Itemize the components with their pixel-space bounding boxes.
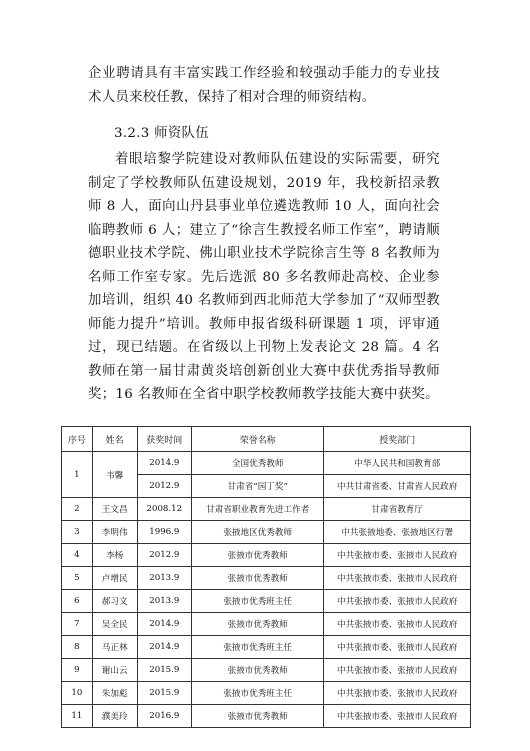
cell-honor: 甘肃省“园丁奖” [192, 475, 324, 498]
cell-no: 5 [62, 567, 93, 590]
cell-name: 郝习文 [92, 590, 137, 613]
cell-honor: 张掖市优秀班主任 [192, 682, 324, 705]
cell-name: 王文昌 [92, 498, 137, 521]
table-row [62, 636, 471, 659]
cell-time: 2012.9 [137, 544, 191, 567]
table-row [62, 705, 471, 728]
cell-name: 卢增民 [92, 567, 137, 590]
header-honor: 荣誉名称 [192, 427, 324, 452]
cell-name: 韦馨 [92, 452, 137, 498]
cell-no: 11 [62, 705, 93, 728]
header-no: 序号 [62, 427, 93, 452]
cell-name: 李明伟 [92, 521, 137, 544]
cell-no: 2 [62, 498, 93, 521]
cell-time: 2015.9 [137, 659, 191, 682]
table-row [62, 544, 471, 567]
cell-honor: 张掖市优秀教师 [192, 705, 324, 728]
table-row [62, 498, 471, 521]
table-row [62, 452, 471, 475]
cell-time: 2013.9 [137, 567, 191, 590]
cell-no: 4 [62, 544, 93, 567]
cell-dept: 中共甘肃省委、甘肃省人民政府 [324, 475, 471, 498]
cell-no: 3 [62, 521, 93, 544]
cell-time: 2014.9 [137, 613, 191, 636]
cell-honor: 甘肃省职业教育先进工作者 [192, 498, 324, 521]
cell-time: 2015.9 [137, 682, 191, 705]
cell-honor: 张掖市优秀教师 [192, 567, 324, 590]
cell-honor: 全国优秀教师 [192, 452, 324, 475]
body-text: 着眼培黎学院建设对教师队伍建设的实际需要，研究制定了学校教师队伍建设规划，2019 年，我校新招录教师 8 人，面向山丹县事业单位遴选教师 10 人，面向社会临聘教师 6 人；建立了“徐言生教授名师工作室”，聘请顺德职业技术学院、佛山职业技术学院徐言生等 8 名教师为名师工作室专家。先后选派 80 多名教师赴高校、企业参加培训，组织 40 名教师到西北师范大学参加了“双师型教师能力提升”培训。教师申报省级科研课题 1 项，评审通过，现已结题。在省级以上刊物上发表论文 28 篇。4 名教师在第一届甘肃黄炎培创新创业大赛中获优秀指导教师奖；16 名教师在全省中职学校教师教学技能大赛中获奖。 [88, 152, 440, 402]
cell-time: 1996.9 [137, 521, 191, 544]
cell-dept: 中共张掖市委、张掖市人民政府 [324, 636, 471, 659]
table-row [62, 659, 471, 682]
cell-dept: 中共张掖市委、张掖市人民政府 [324, 590, 471, 613]
section-heading: 3.2.3 师资队伍 [114, 126, 209, 141]
cell-honor: 张掖市优秀班主任 [192, 590, 324, 613]
cell-time: 2014.9 [137, 636, 191, 659]
cell-time: 2008.12 [137, 498, 191, 521]
cell-honor: 张掖市优秀班主任 [192, 636, 324, 659]
cell-name: 吴全民 [92, 613, 137, 636]
table-header-row [62, 427, 471, 452]
cell-honor: 张掖市优秀教师 [192, 613, 324, 636]
cell-honor: 张掖市优秀教师 [192, 659, 324, 682]
cell-time: 2016.9 [137, 705, 191, 728]
cell-time: 2012.9 [137, 475, 191, 498]
cell-name: 马正林 [92, 636, 137, 659]
table-row [62, 521, 471, 544]
table-row [62, 613, 471, 636]
header-name: 姓名 [92, 427, 137, 452]
table-row [62, 682, 471, 705]
header-dept: 授奖部门 [324, 427, 471, 452]
body-paragraph [88, 148, 440, 407]
cell-dept: 中华人民共和国教育部 [324, 452, 471, 475]
table-row [62, 590, 471, 613]
header-time: 获奖时间 [137, 427, 191, 452]
cell-time: 2014.9 [137, 452, 191, 475]
cell-no: 10 [62, 682, 93, 705]
cell-no: 8 [62, 636, 93, 659]
cell-name: 朱加彪 [92, 682, 137, 705]
cell-honor: 张掖地区优秀教师 [192, 521, 324, 544]
cell-no: 1 [62, 452, 93, 498]
cell-honor: 张掖市优秀教师 [192, 544, 324, 567]
cell-name: 谢山云 [92, 659, 137, 682]
cell-name: 濮美玲 [92, 705, 137, 728]
cell-name: 李杨 [92, 544, 137, 567]
cell-dept: 中共张掖市委、张掖市人民政府 [324, 544, 471, 567]
cell-dept: 中共张掖市委、张掖市人民政府 [324, 682, 471, 705]
intro-text: 企业聘请具有丰富实践工作经验和较强动手能力的专业技术人员来校任教，保持了相对合理的师资结构。 [88, 66, 440, 105]
cell-dept: 甘肃省教育厅 [324, 498, 471, 521]
table-row [62, 567, 471, 590]
cell-no: 6 [62, 590, 93, 613]
cell-dept: 中共张掖市委、张掖市人民政府 [324, 659, 471, 682]
cell-no: 9 [62, 659, 93, 682]
cell-time: 2013.9 [137, 590, 191, 613]
cell-dept: 中共张掖市委、张掖市人民政府 [324, 567, 471, 590]
cell-dept: 中共张掖市委、张掖市人民政府 [324, 613, 471, 636]
cell-dept: 中共张掖市委、张掖市人民政府 [324, 705, 471, 728]
intro-paragraph [88, 62, 440, 109]
cell-dept: 中共张掖地委、张掖地区行署 [324, 521, 471, 544]
honors-table [61, 426, 471, 728]
cell-no: 7 [62, 613, 93, 636]
